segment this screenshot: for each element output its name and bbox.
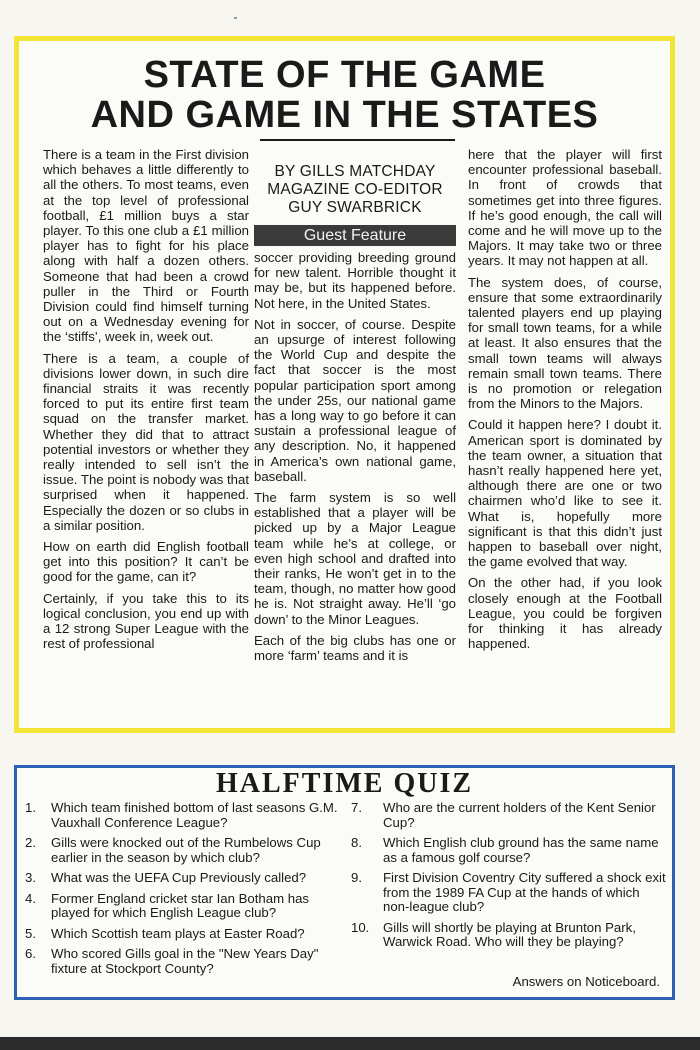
paragraph: How on earth did English football get into this position? It can’t be good for the game, can it? — [43, 539, 249, 585]
answers-note: Answers on Noticeboard. — [512, 974, 660, 989]
article-headline — [19, 55, 670, 135]
quiz-number: 6. — [25, 946, 36, 961]
article-column-1 — [43, 147, 249, 658]
paragraph: There is a team in the First division which behaves a little differently to all the others. To most teams, even at the top level of professional football, £1 million buys a star player. To this one club a £1 million player has to fight for his place along with half a dozen others. Someone that had been a crowd puller in the Third or Fourth Division could find himself turning out on a Wednesday evening for the ‘stiffs’, week in, week out. — [43, 147, 249, 345]
paragraph: Certainly, if you take this to its logical conclusion, you end up with a 12 strong Super League with the rest of professional — [43, 590, 249, 652]
quiz-number: 1. — [25, 800, 36, 815]
quiz-question: Gills were knocked out of the Rumbelows Cup earlier in the season by which club? — [51, 835, 321, 865]
paragraph: There is a team, a couple of divisions lower down, in such dire financial straits it was recently forced to put its entire first team squad on the transfer market. Whether they did that to attract potential investors or whether they really intended to sell isn’t the issue. The point is nobody was that surprised when it happened. Especially the dozen or so clubs in a similar position. — [43, 350, 249, 533]
headline-line: STATE OF THE GAME — [143, 54, 546, 96]
quiz-question: What was the UEFA Cup Previously called? — [51, 870, 307, 885]
article-panel — [14, 36, 675, 733]
guest-feature-banner: Guest Feature — [254, 225, 456, 246]
article-column-2 — [254, 147, 456, 669]
quiz-list-left — [21, 801, 341, 982]
headline-line: AND GAME IN THE STATES — [90, 94, 599, 136]
quiz-item — [347, 801, 667, 830]
print-mark — [234, 17, 237, 19]
byline-line: BY GILLS MATCHDAY — [274, 163, 436, 180]
quiz-list-right — [347, 801, 667, 956]
quiz-title: HALFTIME QUIZ — [215, 768, 474, 799]
quiz-number: 2. — [25, 835, 36, 850]
quiz-number: 8. — [351, 835, 362, 850]
quiz-question: Which team finished bottom of last seasons G.M. Vauxhall Conference League? — [51, 800, 338, 830]
quiz-item — [347, 836, 667, 865]
paragraph: here that the player will first encounter professional baseball. In front of crowds that sometimes get into three figures. If he’s good enough, the call will come and he will move up to the Majors. It may take two or three years. It may not happen at all. — [468, 147, 662, 269]
paragraph: Could it happen here? I doubt it. American sport is dominated by the team owner, a situation that hasn’t really happened here yet, although there are one or two chairmen who’d like to see it. What is, hopefully more significant is that this didn’t just happen to baseball over night, the game evolved that way. — [468, 417, 662, 570]
quiz-number: 10. — [351, 919, 370, 935]
headline-rule — [260, 139, 455, 141]
quiz-question: Who scored Gills goal in the "New Years Day" fixture at Stockport County? — [51, 946, 319, 976]
paragraph: The farm system is so well established that a player will be picked up by a Major League team while he’s at college, or even high school and drafted into their ranks, He won’t get in to the team, though, no matter how good he is. Not straight away. He’ll ‘go down’ to the Minor Leagues. — [254, 490, 456, 627]
paragraph: On the other had, if you look closely enough at the Football League, you could be forgiven for thinking it has already happened. — [468, 575, 662, 652]
quiz-item — [21, 836, 341, 865]
quiz-item — [347, 871, 667, 915]
quiz-question: Gills will shortly be playing at Brunton Park, Warwick Road. Who will they be playing? — [383, 919, 636, 949]
quiz-number: 4. — [25, 890, 36, 906]
quiz-item — [347, 921, 667, 950]
quiz-number: 3. — [25, 870, 36, 885]
quiz-question: Which Scottish team plays at Easter Road? — [51, 925, 305, 941]
paragraph: Each of the big clubs has one or more ‘farm’ teams and it is — [254, 632, 456, 664]
byline-line: GUY SWARBRICK — [288, 199, 422, 216]
quiz-question: First Division Coventry City suffered a shock exit from the 1989 FA Cup at the hands of which non-league club? — [383, 870, 666, 914]
quiz-item — [21, 927, 341, 942]
paragraph: soccer providing breeding ground for new talent. Horrible thought it may be, but its happened before. Not here, in the United States. — [254, 250, 456, 311]
byline-line: MAGAZINE CO-EDITOR — [267, 181, 443, 198]
quiz-question: Former England cricket star Ian Botham has played for which English League club? — [51, 890, 309, 920]
quiz-number: 7. — [351, 800, 362, 815]
quiz-number: 5. — [25, 925, 36, 941]
quiz-item — [21, 871, 341, 886]
quiz-item — [21, 892, 341, 921]
quiz-number: 9. — [351, 870, 362, 885]
page-bottom-band — [0, 1037, 700, 1050]
byline — [254, 163, 456, 217]
paragraph: The system does, of course, ensure that some extraordinarily talented players end up playing for small town teams, for a while at least. It also ensures that the small town teams will always remain small town teams. There is no promotion or relegation from the Minors to the Majors. — [468, 274, 662, 412]
quiz-item — [21, 947, 341, 976]
quiz-question: Who are the current holders of the Kent Senior Cup? — [383, 800, 656, 830]
paragraph: Not in soccer, of course. Despite an upsurge of interest following the World Cup and despite the fact that soccer is the most popular participation sport among the under 25s, our national game has a long way to go before it can sustain a professional league of any description. No, it happened in America’s own national game, baseball. — [254, 316, 456, 484]
article-column-3 — [468, 147, 662, 658]
quiz-item — [21, 801, 341, 830]
quiz-question: Which English club ground has the same name as a famous golf course? — [383, 835, 659, 865]
quiz-panel — [14, 765, 675, 1000]
